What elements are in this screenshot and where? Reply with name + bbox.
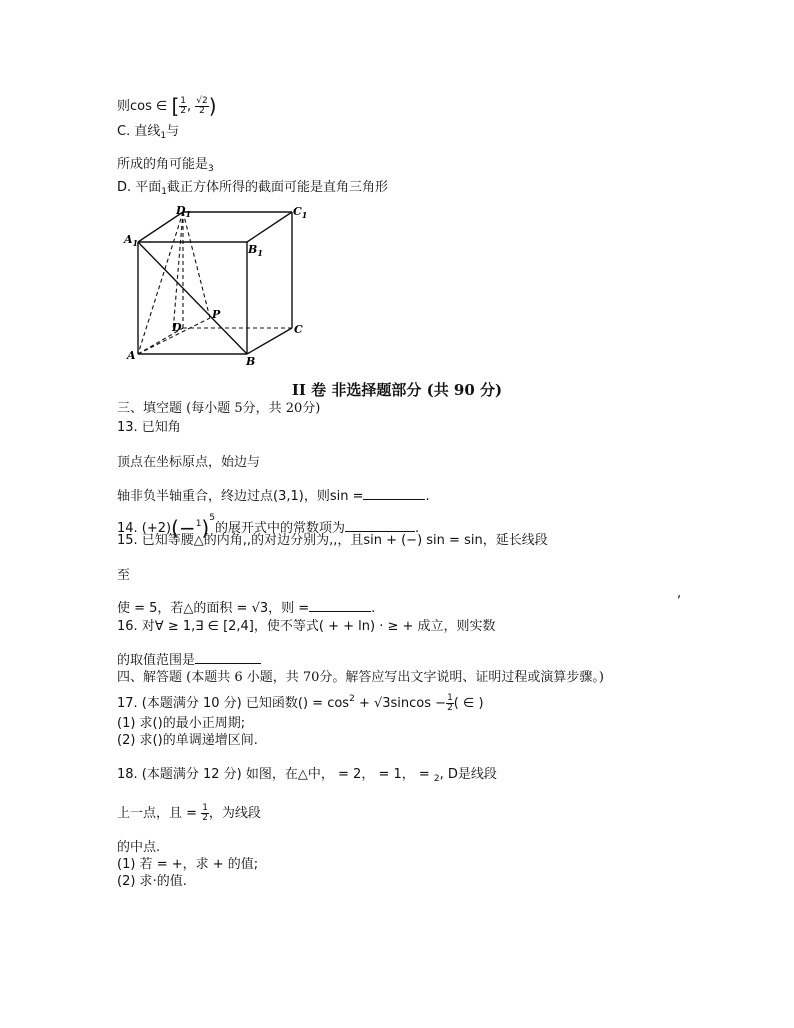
text: (−: [171, 516, 196, 540]
q13-line3: 轴非负半轴重合，终边过点(3,1)，则sin = .: [117, 489, 430, 504]
stray-comma: ,: [677, 586, 682, 601]
label-c1: $C_1$: [293, 205, 308, 220]
denominator: 2: [202, 813, 208, 823]
q15-line1: 15. 已知等腰△的内角,,的对边分别为,,，且sin + (−) sin = sin，延长线段: [117, 533, 548, 548]
numerator: 1: [180, 96, 187, 106]
section-heading: II 卷 非选择题部分 (共 90 分): [291, 381, 503, 399]
text: (1) 若: [117, 857, 153, 872]
q18-line1: [117, 767, 497, 787]
q18-part1: [117, 857, 258, 873]
text: 上一点，且: [117, 806, 183, 821]
text: =: [182, 806, 202, 821]
text: +: [171, 857, 183, 872]
text: ·: [152, 874, 157, 889]
denominator: 2: [180, 106, 187, 116]
text: 14. (+2): [117, 521, 172, 536]
diagonal-a1b: [138, 242, 247, 354]
label-p: P: [212, 308, 221, 321]
q15-line2: 至: [117, 568, 131, 583]
text: 与: [166, 124, 180, 139]
superscript: 2: [349, 694, 355, 704]
numerator: 1: [447, 693, 453, 703]
q17-part2: (2) 求()的单调递增区间.: [117, 733, 258, 748]
subscript: 1: [160, 131, 167, 141]
text: 17. (本题满分 10 分) 已知函数() = cos: [117, 696, 350, 711]
answer-blank: [345, 520, 415, 532]
text: 的值.: [156, 874, 187, 889]
text: ( ∈ ): [453, 696, 484, 711]
numerator: √2: [196, 96, 208, 106]
answer-blank: [309, 600, 371, 612]
text: D. 平面: [117, 180, 162, 195]
line-d1d: [173, 212, 183, 331]
label-b1: $B_1$: [248, 243, 263, 258]
text: , D是线段: [439, 767, 497, 782]
label-d: D: [172, 321, 182, 334]
q18-line3: 的中点.: [117, 840, 161, 855]
q14: 14. $(+2)(-^1)^5$的展开式中的常数项为 .: [117, 513, 420, 540]
bracket-right: ): [208, 94, 217, 118]
q15-line3: 使 = 5，若△的面积 = √3，则 = .: [117, 601, 376, 616]
option-d: [117, 180, 388, 200]
q17: [117, 691, 484, 713]
q13-line2: 顶点在坐标原点，始边与: [117, 455, 261, 470]
fraction: [179, 97, 187, 116]
q16-line1: 16. 对∀ ≥ 1,∃ ∈ [2,4]，使不等式( + + ln) · ≥ + 成立，则实数: [117, 619, 496, 634]
text: 所成的角可能是: [117, 157, 209, 172]
subscript: 2: [433, 774, 440, 784]
fraction: [446, 694, 454, 713]
q18-line2: [117, 804, 261, 823]
subscript: 3: [208, 164, 214, 174]
cube-figure: [118, 201, 308, 371]
q13-line1: 13. 已知角: [117, 420, 181, 435]
option-c: [117, 124, 179, 144]
text: 的取值范围是: [117, 653, 196, 668]
q18-part2: [117, 874, 187, 890]
label-d1: $D_1$: [176, 204, 192, 219]
q17-part1: (1) 求()的最小正周期;: [117, 716, 246, 731]
denominator: 2: [447, 703, 453, 713]
text: ，求 + 的值;: [182, 857, 259, 872]
label-b: B: [246, 355, 256, 368]
label-c: C: [294, 323, 303, 336]
fraction: [201, 804, 209, 823]
bracket-left: [: [171, 94, 180, 118]
edge: [247, 328, 292, 354]
text: C. 直线: [117, 124, 161, 139]
superscript: 5: [209, 513, 215, 523]
fraction: [195, 97, 208, 116]
label-a1: $A_1$: [124, 233, 139, 248]
text: + √3sincos −: [354, 696, 447, 711]
text: ): [201, 516, 210, 540]
text: 18. (本题满分 12 分) 如图，在△中， = 2， = 1， =: [117, 767, 434, 782]
subscript: 1: [161, 187, 168, 197]
option-c-angle: [117, 157, 214, 177]
option-b-conclusion: 则cos ∈ [ $\frac{1}{2}$ , $\frac{√2}{2}$ ): [117, 94, 217, 118]
section-answer: 四、解答题 (本题共 6 小题，共 70分。解答应写出文字说明、证明过程或演算步骤。): [117, 670, 604, 685]
edge: [247, 212, 292, 242]
text: 使 = 5，若△的面积 = √3，则 =: [117, 601, 310, 616]
answer-blank: [363, 488, 425, 500]
text: 轴非负半轴重合，终边过点(3,1)，则sin =: [117, 489, 364, 504]
numerator: 1: [202, 803, 208, 813]
denominator: 2: [199, 106, 205, 116]
text: (2) 求: [117, 874, 153, 889]
text: 的展开式中的常数项为: [214, 521, 345, 536]
answer-blank: [195, 652, 261, 664]
text: 则cos ∈: [117, 99, 172, 114]
superscript: 1: [195, 519, 202, 529]
label-a: A: [127, 349, 136, 362]
section-fill-blank: 三、填空题 (每小题 5分，共 20分): [117, 401, 321, 416]
q16-line2: [117, 652, 261, 669]
text: =: [152, 857, 172, 872]
text: 截正方体所得的截面可能是直角三角形: [167, 180, 389, 195]
text: ，为线段: [208, 806, 261, 821]
